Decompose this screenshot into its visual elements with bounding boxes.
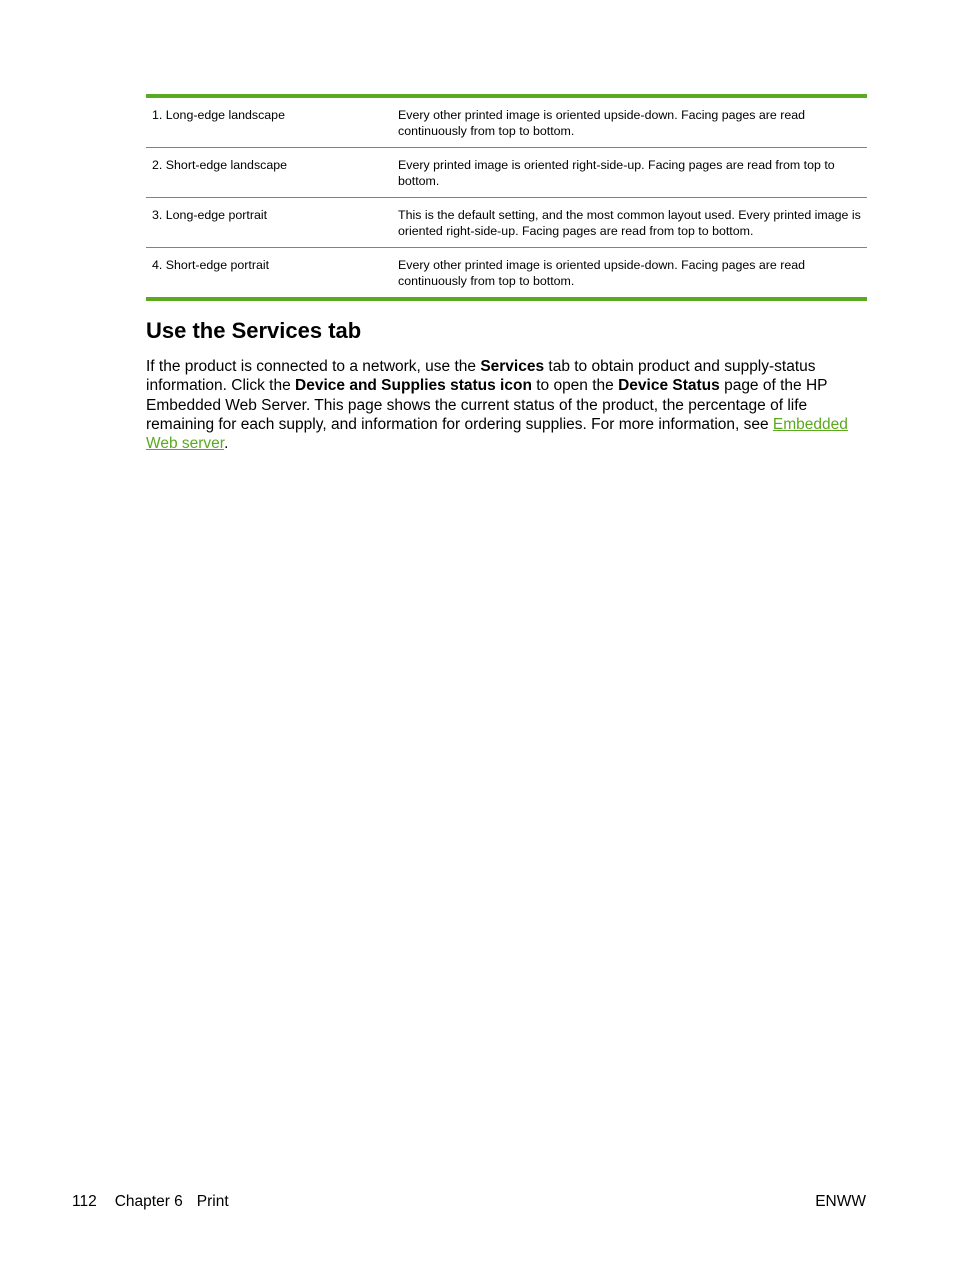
table-cell-option: 4. Short-edge portrait [146, 248, 392, 300]
paragraph-text: to open the [531, 377, 619, 395]
paragraph-text: . [224, 435, 229, 453]
paragraph-text: If the product is connected to a network, use the [146, 358, 481, 375]
embedded-web-server-link[interactable]: Embedded Web server [146, 415, 848, 453]
table-cell-description: Every other printed image is oriented upside-down. Facing pages are read continuously from top to bottom. [392, 248, 867, 300]
section-paragraph [146, 357, 866, 453]
table-row [146, 148, 867, 198]
bold-term-status-icon: Device and Supplies status icon [295, 377, 532, 395]
table-cell-option: 1. Long-edge landscape [152, 108, 285, 122]
bold-term-services: Services [480, 358, 545, 375]
chapter-title: Print [196, 1193, 229, 1210]
table-cell-description: Every other printed image is oriented upside-down. Facing pages are read continuously from top to bottom. [398, 108, 806, 138]
table-row [146, 248, 867, 300]
page-footer-left [72, 1192, 229, 1211]
section-heading: Use the Services tab [146, 318, 362, 343]
page-footer-right: ENWW [815, 1193, 866, 1210]
paragraph-text: page of the HP Embedded Web Server. This page shows the current status of the product, the percentage of life remaining for each supply, and information for ordering supplies. For more information, see [146, 377, 828, 433]
paragraph-text: tab to obtain product and supply-status information. Click the [146, 358, 816, 395]
binding-options-table [146, 94, 867, 301]
page-number: 112 [72, 1193, 97, 1210]
table-cell-description: Every printed image is oriented right-side-up. Facing pages are read from top to bottom. [392, 148, 867, 198]
table-cell-option: 2. Short-edge landscape [146, 148, 392, 198]
bold-term-device-status: Device Status [618, 377, 720, 395]
table-row [146, 96, 867, 148]
chapter-label: Chapter 6 [114, 1193, 183, 1210]
table-cell-option: 3. Long-edge portrait [146, 198, 392, 248]
table-cell-description: This is the default setting, and the most common layout used. Every printed image is oriented right-side-up. Facing pages are read from top to bottom. [392, 198, 867, 248]
table-row [146, 198, 867, 248]
